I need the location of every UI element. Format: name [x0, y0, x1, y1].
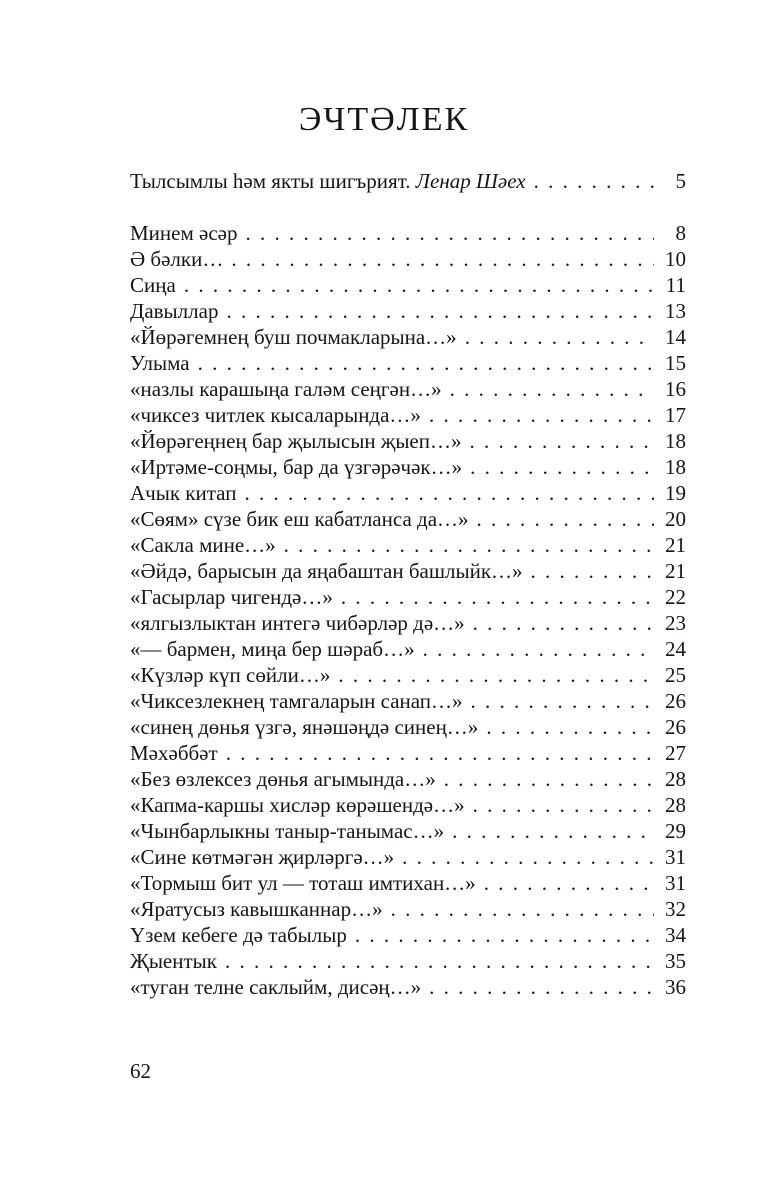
toc-entry[interactable]	[130, 766, 686, 792]
toc-entry-page: 25	[665, 663, 686, 687]
toc-entry-page: 13	[665, 299, 686, 323]
dot-leader	[442, 376, 654, 402]
toc-entry[interactable]	[130, 818, 686, 844]
toc-entry-label: «туган телне саклыйм, дисәң…»	[130, 975, 422, 999]
dot-leader	[436, 766, 654, 792]
toc-entry-page: 5	[675, 169, 686, 193]
page-number: 62	[130, 1059, 151, 1083]
toc-entry-label: Ә бәлки…	[130, 247, 224, 271]
toc-entry-page: 26	[665, 689, 686, 713]
toc-entry[interactable]	[130, 974, 686, 1000]
dot-leader	[330, 662, 654, 688]
toc-entry-page: 21	[665, 533, 686, 557]
dot-leader	[223, 246, 654, 272]
toc-entry[interactable]	[130, 714, 686, 740]
toc-entry-label: Сиңа	[130, 273, 176, 297]
toc-entry[interactable]	[130, 896, 686, 922]
toc-entry[interactable]	[130, 532, 686, 558]
toc-entry-page: 28	[665, 793, 686, 817]
dot-leader	[476, 870, 654, 896]
toc-entry-label: «Гасырлар чигендә…»	[130, 585, 333, 609]
dot-leader	[421, 402, 654, 428]
toc-entry-label: Улыма	[130, 351, 190, 375]
toc-entry-title: Тылсымлы һәм якты шигърият.	[130, 169, 411, 193]
dot-leader	[462, 428, 655, 454]
dot-leader	[394, 844, 654, 870]
toc-entry[interactable]	[130, 220, 686, 246]
toc-entry[interactable]	[130, 480, 686, 506]
dot-leader	[218, 298, 654, 324]
toc-entry-page: 14	[665, 325, 686, 349]
toc-entry[interactable]	[130, 272, 686, 298]
toc-entry-label: «Тормыш бит ул — тоташ имтихан…»	[130, 871, 476, 895]
dot-leader	[176, 272, 654, 298]
toc-entry[interactable]	[130, 454, 686, 480]
toc-entry[interactable]	[130, 428, 686, 454]
toc-entry[interactable]	[130, 740, 686, 766]
dot-leader	[383, 896, 654, 922]
dot-leader	[469, 506, 654, 532]
dot-leader	[465, 792, 654, 818]
dot-leader	[237, 220, 654, 246]
toc-entry-label: Ачык китап	[130, 481, 237, 505]
dot-leader	[421, 974, 654, 1000]
page-title: ЭЧТӘЛЕК	[298, 101, 470, 138]
toc-entry-page: 18	[665, 455, 686, 479]
toc-entry-label: «— бармен, миңа бер шәраб…»	[130, 637, 415, 661]
toc-entry-page: 23	[665, 611, 686, 635]
dot-leader	[217, 948, 654, 974]
toc-entry[interactable]	[130, 922, 686, 948]
toc-entry-page: 17	[665, 403, 686, 427]
toc-entry-label: Мәхәббәт	[130, 741, 218, 765]
toc-entry[interactable]	[130, 558, 686, 584]
dot-leader	[462, 454, 654, 480]
toc-entry-page: 29	[665, 819, 686, 843]
toc-entry-page: 20	[665, 507, 686, 531]
toc-entry-page: 18	[665, 429, 686, 453]
toc-intro	[130, 168, 686, 194]
toc-entry-label: Җыентык	[130, 949, 217, 973]
dot-leader	[218, 740, 654, 766]
toc-entry-label: «Иртәме-соңмы, бар да үзгәрәчәк…»	[130, 455, 463, 479]
toc-entry[interactable]	[130, 376, 686, 402]
toc-entry-label: Минем әсәр	[130, 221, 238, 245]
toc-entry-page: 28	[665, 767, 686, 791]
toc-entry-page: 24	[665, 637, 686, 661]
toc-entry-label	[130, 168, 526, 194]
toc-entry[interactable]	[130, 792, 686, 818]
toc-entry-label: «Капма-каршы хисләр көрәшендә…»	[130, 793, 465, 817]
toc-entry-page: 21	[665, 559, 686, 583]
toc-entry-label: «Йөрәгемнең буш почмакларына…»	[130, 325, 457, 349]
toc-entry[interactable]	[130, 662, 686, 688]
dot-leader	[347, 922, 654, 948]
toc-entry[interactable]	[130, 298, 686, 324]
toc-entry-page: 31	[665, 845, 686, 869]
toc-entry-label: «Йөрәгеңнең бар җылысын җыеп…»	[130, 429, 462, 453]
dot-leader	[478, 714, 654, 740]
toc-entry[interactable]	[130, 844, 686, 870]
toc-entry-page: 11	[665, 273, 686, 297]
toc-entry[interactable]	[130, 350, 686, 376]
toc-entry-page: 34	[665, 923, 686, 947]
toc-entry-page: 22	[665, 585, 686, 609]
toc-entry-label: Давыллар	[130, 299, 219, 323]
toc-entry[interactable]	[130, 324, 686, 350]
toc-entry-page: 10	[665, 247, 686, 271]
toc-entry-label: «Әйдә, барысын да яңабаштан башлыйк…»	[130, 559, 523, 583]
toc-entry-page: 8	[675, 221, 686, 245]
toc-entry-page: 15	[665, 351, 686, 375]
dot-leader	[333, 584, 654, 610]
toc-entry[interactable]	[130, 506, 686, 532]
toc-entry-page: 32	[665, 897, 686, 921]
dot-leader	[526, 168, 654, 194]
dot-leader	[415, 636, 654, 662]
toc-entry-page: 36	[665, 975, 686, 999]
toc-entry-label: «чиксез читлек кысаларында…»	[130, 403, 421, 427]
toc-entry-page: 27	[665, 741, 686, 765]
toc-entry-label: «Сөям» сүзе бик еш кабатланса да…»	[130, 507, 469, 531]
toc-entry[interactable]	[130, 610, 686, 636]
dot-leader	[457, 324, 654, 350]
toc-entry-page: 16	[665, 377, 686, 401]
toc-entry-label: «назлы карашыңа галәм сеңгән…»	[130, 377, 442, 401]
dot-leader	[236, 480, 654, 506]
toc-list	[130, 220, 686, 1000]
dot-leader	[523, 558, 654, 584]
toc-entry[interactable]	[130, 688, 686, 714]
dot-leader	[465, 610, 654, 636]
toc-entry-label: «Сакла мине…»	[130, 533, 276, 557]
toc-entry-label: «ялгызлыктан интегә чибәрләр дә…»	[130, 611, 465, 635]
toc-entry[interactable]	[130, 246, 686, 272]
dot-leader	[190, 350, 654, 376]
toc-entry-page: 35	[665, 949, 686, 973]
toc-entry-label: «Сине көтмәгән җирләргә…»	[130, 845, 395, 869]
toc-entry-label: «Күзләр күп сөйли…»	[130, 663, 331, 687]
dot-leader	[444, 818, 654, 844]
toc-entry-label: «Яратусыз кавышканнар…»	[130, 897, 383, 921]
toc-entry[interactable]	[130, 870, 686, 896]
dot-leader	[463, 688, 654, 714]
toc-entry[interactable]	[130, 636, 686, 662]
toc-entry-author: Ленар Шәех	[415, 169, 526, 193]
toc-entry-page: 19	[665, 481, 686, 505]
toc-entry-page: 31	[665, 871, 686, 895]
toc-entry[interactable]	[130, 402, 686, 428]
toc-entry-label: «Без өзлексез дөнья агымында…»	[130, 767, 436, 791]
toc-entry-page: 26	[665, 715, 686, 739]
toc-entry-label: «синең дөнья үзгә, янәшәңдә синең…»	[130, 715, 479, 739]
toc-entry-label: «Чиксезлекнең тамгаларын санап…»	[130, 689, 463, 713]
toc-entry[interactable]	[130, 584, 686, 610]
toc-entry[interactable]	[130, 168, 686, 194]
toc-entry-label: «Чынбарлыкны таныр-танымас…»	[130, 819, 445, 843]
dot-leader	[276, 532, 654, 558]
toc-entry[interactable]	[130, 948, 686, 974]
toc-entry-label: Үзем кебеге дә табылыр	[130, 923, 347, 947]
